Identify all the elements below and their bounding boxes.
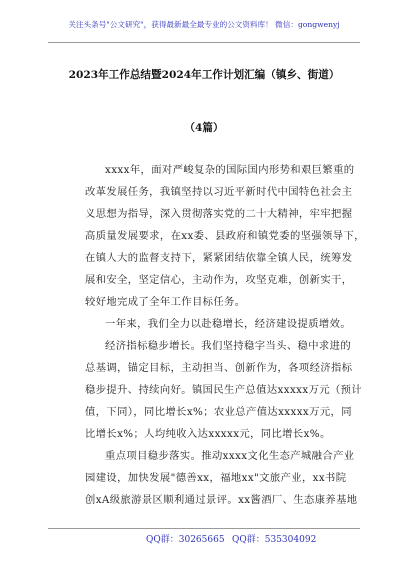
body-line: 义思想为指导，深入贯彻落实党的二十大精神，牢牢把握 xyxy=(85,208,353,220)
body-line: 创xA级旅游景区顺利通过景评。xx酱酒厂、生态康养基地 xyxy=(85,494,358,506)
body-line: 较好地完成了全年工作目标任务。 xyxy=(85,296,246,308)
body-line: 改革发展任务，我镇坚持以习近平新时代中国特色社会主 xyxy=(85,186,353,198)
body-line: 在镇人大的监督支持下，紧紧团结依靠全镇人民，统筹发 xyxy=(85,252,353,264)
header-divider xyxy=(48,42,360,43)
body-line: 展和安全，坚定信心，主动作为，攻坚克难，创新实干， xyxy=(85,274,353,286)
body-line: 重点项目稳步落实。推动xxxx文化生态产城融合产业 xyxy=(105,450,355,462)
body-line: 经济指标稳步增长。我们坚持稳字当头、稳中求进的 xyxy=(105,340,352,352)
body-line: 稳步提升、持续向好。镇国民生产总值达xxxxx万元（预计 xyxy=(85,384,363,396)
body-line: 园建设，加快发展"德善xx，福地xx"文旅产业，xx书院 xyxy=(85,472,347,484)
document-body xyxy=(85,159,365,511)
header-banner: 关注头条号"公文研究"，获得最新最全最专业的公文资料库！ 微信：gongwenyj xyxy=(68,20,340,29)
body-line: 总基调，锚定目标，主动担当、创新作为，各项经济指标 xyxy=(85,362,353,374)
document-title: 2023年工作总结暨2024年工作计划汇编（镇乡、街道） xyxy=(68,69,340,81)
footer-qq-group-right: QQ群：535304092 xyxy=(232,535,317,545)
footer-qq-group-left: QQ群：30265665 xyxy=(146,535,225,545)
footer xyxy=(0,532,408,548)
body-line: xxxx年，面对严峻复杂的国际国内形势和艰巨繁重的 xyxy=(105,164,355,176)
body-line: 比增长x%；人均纯收入达xxxxx元，同比增长x%。 xyxy=(85,428,331,440)
body-line: 一年来，我们全力以赴稳增长，经济建设提质增效。 xyxy=(105,318,352,330)
footer-divider xyxy=(48,528,360,529)
body-line: 高质量发展要求，在xx委、县政府和镇党委的坚强领导下， xyxy=(85,230,365,242)
body-line: 值，下同），同比增长x%；农业总产值达xxxxx万元，同 xyxy=(85,406,352,418)
document-subtitle: （4篇） xyxy=(184,122,224,134)
